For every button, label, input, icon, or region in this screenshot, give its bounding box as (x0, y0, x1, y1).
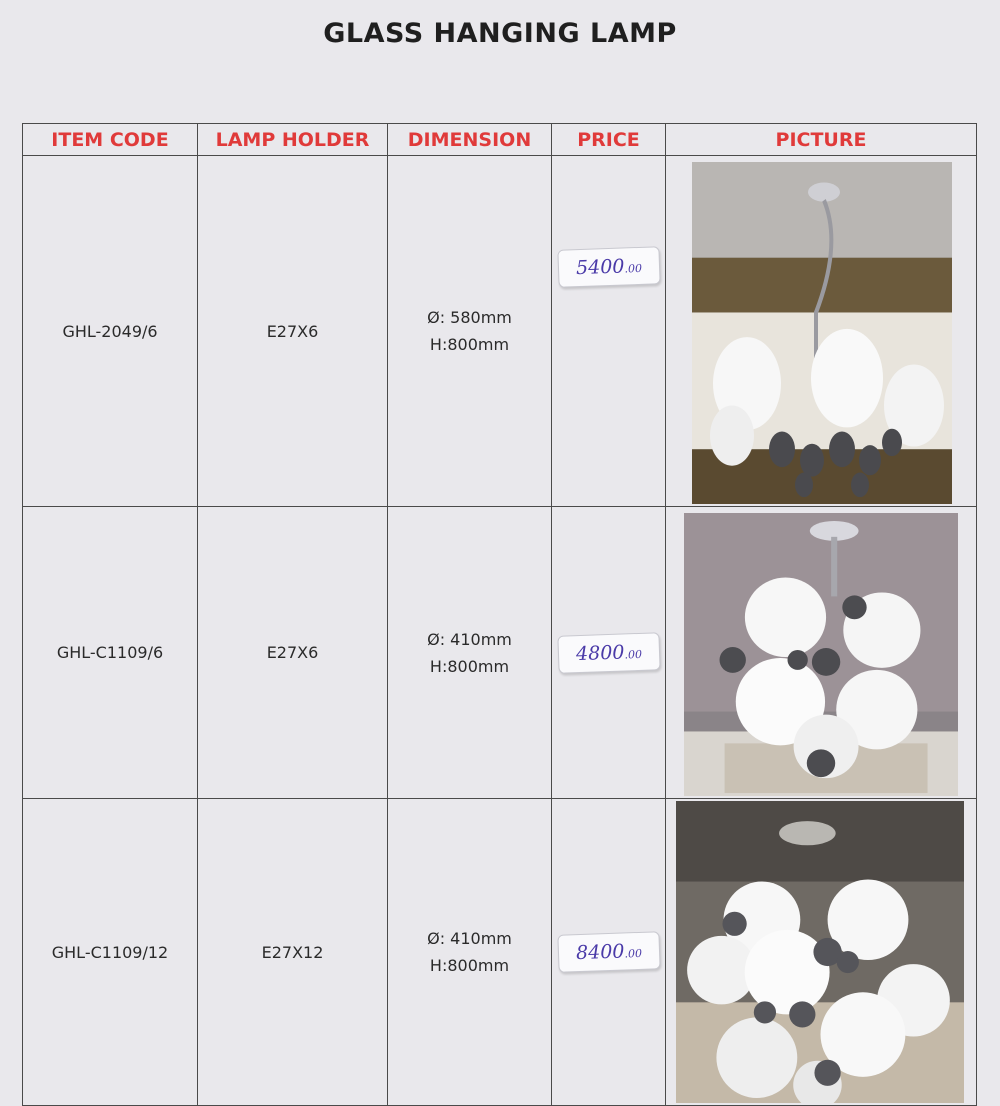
header-dimension: DIMENSION (388, 124, 552, 156)
dimension-height: H:800mm (429, 656, 510, 676)
table-row (23, 507, 977, 799)
dimension (388, 507, 552, 799)
table-header-row (23, 124, 977, 156)
dimension-diameter: Ø: 410mm (427, 629, 512, 649)
price-cell (552, 799, 666, 1106)
picture-cell (666, 156, 977, 507)
price-cents: .00 (623, 261, 642, 276)
item-code: GHL-C1109/12 (23, 799, 198, 1106)
item-code: GHL-C1109/6 (23, 507, 198, 799)
table-row (23, 799, 977, 1106)
picture-cell (666, 799, 977, 1106)
header-item-code: ITEM CODE (23, 124, 198, 156)
price-value: 5400 (575, 255, 625, 280)
picture-cell (666, 507, 977, 799)
lamp-holder: E27X12 (198, 799, 388, 1106)
header-picture: PICTURE (666, 124, 977, 156)
dimension (388, 799, 552, 1106)
table-row (23, 156, 977, 507)
item-code: GHL-2049/6 (23, 156, 198, 507)
dimension-height: H:800mm (429, 956, 510, 975)
product-table (22, 123, 977, 1106)
header-lamp-holder: LAMP HOLDER (198, 124, 388, 156)
price-value: 8400 (575, 940, 625, 965)
lamp-holder: E27X6 (198, 156, 388, 507)
price-tag (557, 931, 660, 973)
price-cents: .00 (623, 647, 642, 661)
dimension (388, 156, 552, 507)
price-cell (552, 507, 666, 799)
price-cell (552, 156, 666, 507)
price-tag (557, 632, 660, 674)
lamp-photo-6-globes-cluster (684, 513, 958, 796)
lamp-photo-6-globes (692, 162, 952, 504)
price-tag (557, 246, 660, 288)
header-price: PRICE (552, 124, 666, 156)
dimension-diameter: Ø: 580mm (427, 308, 512, 327)
lamp-holder: E27X6 (198, 507, 388, 799)
price-cents: .00 (623, 946, 642, 961)
lamp-photo-12-globes (676, 801, 964, 1103)
page-title: GLASS HANGING LAMP (323, 18, 677, 49)
price-value: 4800 (575, 640, 625, 665)
dimension-diameter: Ø: 410mm (427, 929, 512, 948)
dimension-height: H:800mm (429, 335, 510, 354)
